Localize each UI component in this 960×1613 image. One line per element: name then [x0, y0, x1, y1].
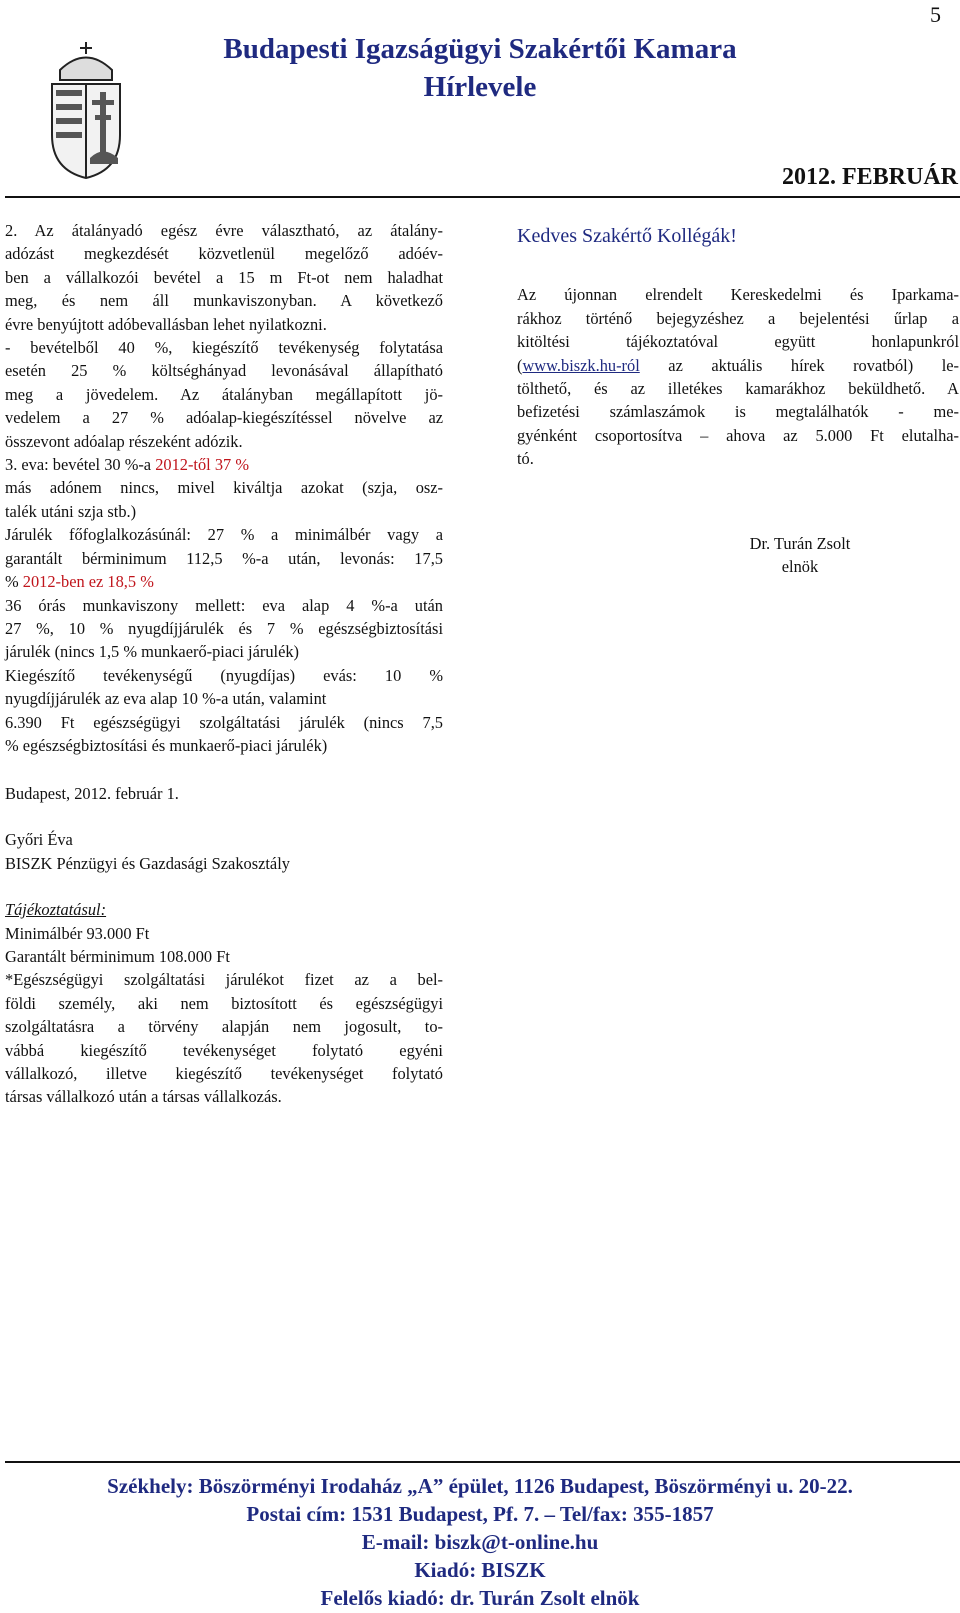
footer	[0, 1472, 960, 1612]
closing-block	[5, 782, 443, 1109]
text-line: Az újonnan elrendelt Kereskedelmi és Iparkama-	[517, 285, 959, 305]
text-line: más adónem nincs, mivel kiváltja azokat (szja, osz-	[5, 478, 443, 498]
text-line: befizetési számlaszámok is megtalálhatók - me-	[517, 402, 959, 422]
text-line: esetén 25 % költséghányad levonásával állapítható	[5, 361, 443, 381]
text-line: 36 órás munkaviszony mellett: eva alap 4 %-a után	[5, 595, 443, 615]
text-run: %	[5, 572, 23, 592]
text-line: 2. Az átalányadó egész évre választható, az átalány-	[5, 221, 443, 240]
title-line-2: Hírlevele	[423, 71, 537, 103]
paragraph-3-eva	[5, 453, 443, 523]
text-line: meg, és nem áll munkaviszonyban. A következő	[5, 291, 443, 311]
footer-publisher: Kiadó: BISZK	[414, 1558, 546, 1582]
text-line: talék utáni szja stb.)	[5, 501, 137, 521]
author-department: BISZK Pénzügyi és Gazdasági Szakosztály	[5, 853, 290, 873]
paragraph-2	[5, 219, 443, 336]
place-date: Budapest, 2012. február 1.	[5, 784, 179, 803]
text-line: nyugdíjjárulék az eva alap 10 %-a után, valamint	[5, 689, 327, 709]
left-column	[5, 219, 443, 757]
text-line: tölthető, és az illetékes kamarákhoz beküldhető. A	[517, 379, 959, 399]
text-line	[5, 570, 443, 593]
text-line: ben a vállalkozói bevétel a 15 m Ft-ot nem haladhat	[5, 267, 443, 287]
text-line: meg a jövedelem. Az átalányban megállapított jö-	[5, 384, 443, 404]
greeting-heading: Kedves Szakértő Kollégák!	[517, 225, 737, 247]
author-name: Győri Éva	[5, 830, 73, 850]
text-line	[517, 354, 959, 377]
text-line: - bevételből 40 %, kiegészítő tevékenység folytatása	[5, 338, 443, 358]
text-line: összevont adóalap részeként adózik.	[5, 431, 243, 451]
text-line: rákhoz történő bejegyzéshez a bejelentési űrlap a	[517, 308, 959, 328]
text-line: járulék (nincs 1,5 % munkaerő-piaci járulék)	[5, 642, 300, 662]
text-line: földi személy, aki nem biztosított és egészségügyi	[5, 993, 443, 1013]
announcement-paragraph	[517, 283, 959, 470]
text-line: garantált bérminimum 112,5 %-a után, levonás: 17,5	[5, 548, 443, 568]
highlight-red: 2012-től 37 %	[155, 455, 249, 475]
footer-divider	[5, 1461, 960, 1463]
text-line: kitöltési tájékoztatóval együtt honlapunkról	[517, 332, 959, 352]
guaranteed-minimum: Garantált bérminimum 108.000 Ft	[5, 947, 230, 967]
footer-postal: Postai cím: 1531 Budapest, Pf. 7. – Tel/fax: 355-1857	[246, 1502, 714, 1526]
text-line: % egészségbiztosítási és munkaerő-piaci járulék)	[5, 735, 328, 755]
page-number: 5	[930, 2, 941, 27]
text-line: vedelem a 27 % adóalap-kiegészítéssel növelve az	[5, 408, 443, 428]
text-line: Kiegészítő tevékenységű (nyugdíjas) evás: 10 %	[5, 665, 443, 685]
highlight-red: 2012-ben ez 18,5 %	[22, 572, 154, 592]
text-line: évre benyújtott adóbevallásban lehet nyilatkozni.	[5, 314, 327, 334]
text-line: 6.390 Ft egészségügyi szolgáltatási járulék (nincs 7,5	[5, 712, 443, 732]
text-line: adózást megkezdését közvetlenül megelőző adóév-	[5, 244, 443, 264]
text-line: *Egészségügyi szolgáltatási járulékot fizet az a bel-	[5, 970, 443, 990]
text-line: vállalkozó, illetve kiegészítő tevékenységet folytató	[5, 1064, 443, 1084]
text-line: tó.	[517, 449, 534, 469]
health-contribution-note	[5, 968, 443, 1108]
website-link[interactable]: www.biszk.hu-ról	[522, 355, 640, 375]
right-column	[517, 225, 959, 471]
paragraph-contribution	[5, 523, 443, 593]
text-run: 3. eva: bevétel 30 %-a	[5, 455, 156, 475]
text-line: szolgáltatásra a törvény alapján nem jogosult, to-	[5, 1017, 443, 1037]
text-run: az aktuális hírek rovatból) le-	[639, 355, 959, 375]
text-run: (	[517, 355, 523, 375]
newsletter-title	[160, 30, 800, 106]
text-line: gyénként csoportosítva – ahova az 5.000 Ft elutalha-	[517, 425, 959, 445]
text-line: vábbá kiegészítő tevékenységet folytató egyéni	[5, 1040, 443, 1060]
header-divider	[5, 196, 960, 198]
minimum-wage: Minimálbér 93.000 Ft	[5, 923, 150, 943]
footer-responsible: Felelős kiadó: dr. Turán Zsolt elnök	[320, 1586, 640, 1610]
coat-of-arms-logo	[40, 40, 132, 180]
text-line	[5, 453, 443, 476]
signature-title: elnök	[781, 557, 819, 577]
footer-email: E-mail: biszk@t-online.hu	[361, 1530, 599, 1554]
text-line: társas vállalkozó után a társas vállalkozás.	[5, 1087, 282, 1107]
paragraph-36-hours	[5, 594, 443, 758]
text-line: Járulék főfoglalkozásúnál: 27 % a minimálbér vagy a	[5, 525, 443, 545]
issue-date: 2012. FEBRUÁR	[781, 164, 958, 190]
text-line: 27 %, 10 % nyugdíjjárulék és 7 % egészségbiztosítási	[5, 618, 443, 638]
signature-name: Dr. Turán Zsolt	[749, 534, 851, 553]
title-line-1: Budapesti Igazságügyi Szakértői Kamara	[223, 33, 737, 65]
signature-block	[700, 532, 900, 579]
paragraph-flat-rate	[5, 336, 443, 453]
info-heading: Tájékoztatásul:	[5, 900, 107, 920]
footer-address: Székhely: Böszörményi Irodaház „A” épület, 1126 Budapest, Böszörményi u. 20-22.	[107, 1474, 853, 1498]
